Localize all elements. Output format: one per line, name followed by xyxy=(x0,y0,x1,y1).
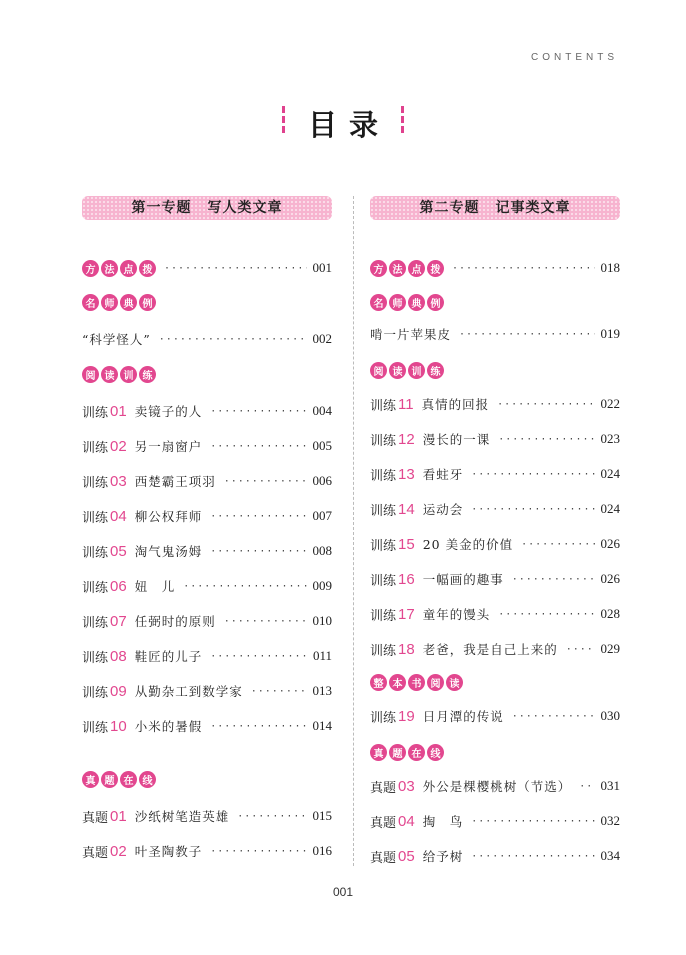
leader-dots xyxy=(237,811,306,822)
entry-page: 004 xyxy=(312,403,332,418)
entry-title: “科学怪人” xyxy=(82,332,151,347)
exam-badges xyxy=(370,744,444,761)
entry-prefix: 训练 xyxy=(370,710,397,726)
leader-dots xyxy=(210,651,307,662)
entry-page: 006 xyxy=(312,473,332,488)
method-badges xyxy=(370,260,444,277)
entry-page: 034 xyxy=(600,848,620,863)
entry-number: 05 xyxy=(398,847,415,865)
entry-number: 17 xyxy=(398,605,415,623)
entry-number: 04 xyxy=(110,507,127,525)
entry-prefix: 训练 xyxy=(370,468,397,484)
entry-number: 02 xyxy=(110,842,127,860)
leader-dots xyxy=(512,574,595,585)
example-badge: 名 xyxy=(370,294,387,311)
entry-title: 童年的馒头 xyxy=(422,607,491,622)
page-title: 目录 xyxy=(282,103,404,144)
entry-page: 026 xyxy=(600,571,620,586)
exam-badge: 真 xyxy=(370,744,387,761)
exam-badge: 真 xyxy=(82,771,99,788)
entry-number: 14 xyxy=(398,500,415,518)
entry-prefix: 训练 xyxy=(370,503,397,519)
entry-prefix: 训练 xyxy=(82,580,109,596)
leader-dots xyxy=(210,406,306,417)
entry-number: 03 xyxy=(398,777,415,795)
entry-page: 026 xyxy=(600,536,620,551)
entry-page: 028 xyxy=(600,606,620,621)
leader-dots xyxy=(521,539,594,550)
entry-page: 030 xyxy=(600,708,620,723)
leader-dots xyxy=(164,263,307,274)
entry-number: 03 xyxy=(110,472,127,490)
entry-prefix: 训练 xyxy=(82,615,109,631)
entry-title: 卖镜子的人 xyxy=(134,404,203,419)
entry-title: 给予树 xyxy=(422,849,464,864)
reading-badge: 练 xyxy=(139,366,156,383)
entry-title: 淘气鬼汤姆 xyxy=(134,544,203,559)
entry-page: 013 xyxy=(312,683,332,698)
training-entry[interactable] xyxy=(82,576,332,596)
entry-title: 另一扇窗户 xyxy=(134,439,203,454)
topic-name: 写人类文章 xyxy=(207,200,283,216)
leader-dots xyxy=(183,581,306,592)
entry-prefix: 训练 xyxy=(82,650,109,666)
entry-title: 鞋匠的儿子 xyxy=(134,649,203,664)
entry-title: 任弼时的原则 xyxy=(134,614,216,629)
book-badge: 整 xyxy=(370,674,387,691)
title-wrap xyxy=(0,103,686,144)
book-badge: 阅 xyxy=(427,674,444,691)
exam-badge: 题 xyxy=(389,744,406,761)
reading-badge: 训 xyxy=(120,366,137,383)
training-entry[interactable] xyxy=(82,471,332,491)
training-entry[interactable] xyxy=(82,646,332,666)
column-divider xyxy=(353,196,354,866)
entry-prefix: 训练 xyxy=(82,475,109,491)
example-badge: 师 xyxy=(389,294,406,311)
training-entry[interactable] xyxy=(82,716,332,736)
training-entry[interactable] xyxy=(370,464,620,484)
entry-number: 04 xyxy=(398,812,415,830)
entry-number: 19 xyxy=(398,707,415,725)
method-badge: 拨 xyxy=(139,260,156,277)
method-badges xyxy=(82,260,156,277)
entry-number: 02 xyxy=(110,437,127,455)
leader-dots xyxy=(459,329,594,340)
entry-page: 015 xyxy=(312,808,332,823)
leader-dots xyxy=(210,511,306,522)
example-badge: 例 xyxy=(427,294,444,311)
exam-badge: 题 xyxy=(101,771,118,788)
entry-title: 老爸，我是自己上来的 xyxy=(422,642,558,657)
leader-dots xyxy=(471,816,594,827)
book-entry[interactable] xyxy=(370,706,620,726)
example-badge: 典 xyxy=(120,294,137,311)
training-entry[interactable] xyxy=(370,639,620,659)
entry-page: 002 xyxy=(312,331,332,346)
example-badge: 师 xyxy=(101,294,118,311)
entry-number: 15 xyxy=(398,535,415,553)
entry-title: 掏 鸟 xyxy=(422,814,464,829)
entry-prefix: 训练 xyxy=(82,405,109,421)
leader-dots xyxy=(471,504,594,515)
example-entry[interactable] xyxy=(82,329,332,349)
example-entry[interactable] xyxy=(370,324,620,344)
entry-number: 18 xyxy=(398,640,415,658)
entry-number: 16 xyxy=(398,570,415,588)
method-badge: 法 xyxy=(101,260,118,277)
topic-header xyxy=(82,196,332,220)
entry-title: 从勤杂工到数学家 xyxy=(134,684,243,699)
entry-title: 妞 儿 xyxy=(134,579,176,594)
page-number: 001 xyxy=(332,885,354,899)
entry-prefix: 训练 xyxy=(370,538,397,554)
entry-title: 20 美金的价值 xyxy=(422,537,514,552)
entry-title: 啃一片苹果皮 xyxy=(370,327,452,342)
book-badge: 本 xyxy=(389,674,406,691)
exam-entry[interactable] xyxy=(82,841,332,861)
entry-prefix: 训练 xyxy=(82,440,109,456)
leader-dots xyxy=(471,851,594,862)
method-entry[interactable] xyxy=(82,258,332,278)
training-entry[interactable] xyxy=(82,506,332,526)
entry-page: 001 xyxy=(312,260,332,275)
entry-title: 日月潭的传说 xyxy=(422,709,504,724)
leader-dots xyxy=(512,711,595,722)
example-badge: 例 xyxy=(139,294,156,311)
exam-badge: 线 xyxy=(427,744,444,761)
entry-title: 沙纸树笔造英雄 xyxy=(134,809,230,824)
training-entry[interactable] xyxy=(82,436,332,456)
entry-prefix: 训练 xyxy=(82,510,109,526)
leader-dots xyxy=(159,334,307,345)
entry-number: 05 xyxy=(110,542,127,560)
entry-number: 11 xyxy=(398,395,414,413)
training-entry[interactable] xyxy=(370,604,620,624)
entry-title: 小米的暑假 xyxy=(134,719,203,734)
leader-dots xyxy=(224,616,307,627)
entry-page: 011 xyxy=(312,648,332,663)
reading-badge: 训 xyxy=(408,362,425,379)
entry-page: 024 xyxy=(600,466,620,481)
leader-dots xyxy=(210,441,306,452)
entry-page: 014 xyxy=(312,718,332,733)
entry-page: 023 xyxy=(600,431,620,446)
entry-title: 一幅画的趣事 xyxy=(422,572,504,587)
topic-number: 第二专题 xyxy=(419,200,480,216)
book-badge: 读 xyxy=(446,674,463,691)
entry-number: 13 xyxy=(398,465,415,483)
entry-page: 008 xyxy=(312,543,332,558)
leader-dots xyxy=(498,609,594,620)
exam-badge: 线 xyxy=(139,771,156,788)
entry-prefix: 训练 xyxy=(370,608,397,624)
entry-prefix: 训练 xyxy=(370,398,397,414)
entry-page: 024 xyxy=(600,501,620,516)
reading-badges xyxy=(370,362,444,379)
entry-prefix: 训练 xyxy=(370,573,397,589)
leader-dots xyxy=(497,399,594,410)
right-column xyxy=(370,196,620,866)
entry-title: 真情的回报 xyxy=(421,397,490,412)
training-entry[interactable] xyxy=(370,394,620,414)
entry-page: 007 xyxy=(312,508,332,523)
entry-prefix: 真题 xyxy=(370,815,397,831)
exam-entry[interactable] xyxy=(370,776,620,796)
entry-number: 09 xyxy=(110,682,127,700)
exam-badge: 在 xyxy=(408,744,425,761)
reading-badge: 读 xyxy=(389,362,406,379)
reading-badge: 读 xyxy=(101,366,118,383)
exam-entry[interactable] xyxy=(370,846,620,866)
exam-entry[interactable] xyxy=(370,811,620,831)
entry-prefix: 训练 xyxy=(82,685,109,701)
exam-badge: 在 xyxy=(120,771,137,788)
reading-badge: 练 xyxy=(427,362,444,379)
leader-dots xyxy=(471,469,594,480)
reading-badges xyxy=(82,366,156,383)
entry-title: 柳公权拜师 xyxy=(134,509,203,524)
entry-title: 外公是棵樱桃树（节选） xyxy=(422,779,572,794)
method-badge: 点 xyxy=(408,260,425,277)
entry-title: 叶圣陶教子 xyxy=(134,844,203,859)
entry-title: 漫长的一课 xyxy=(422,432,491,447)
training-entry[interactable] xyxy=(82,611,332,631)
method-badge: 方 xyxy=(370,260,387,277)
training-entry[interactable] xyxy=(370,569,620,589)
training-entry[interactable] xyxy=(82,541,332,561)
training-entry[interactable] xyxy=(370,499,620,519)
example-badge: 典 xyxy=(408,294,425,311)
entry-prefix: 训练 xyxy=(82,545,109,561)
training-entry[interactable] xyxy=(370,429,620,449)
exam-entry[interactable] xyxy=(82,806,332,826)
method-badge: 拨 xyxy=(427,260,444,277)
training-entry[interactable] xyxy=(82,681,332,701)
entry-page: 005 xyxy=(312,438,332,453)
entry-prefix: 真题 xyxy=(82,810,109,826)
entry-prefix: 训练 xyxy=(370,433,397,449)
entry-number: 08 xyxy=(110,647,127,665)
leader-dots xyxy=(210,721,306,732)
leader-dots xyxy=(210,546,306,557)
example-badges xyxy=(370,294,444,311)
method-badge: 法 xyxy=(389,260,406,277)
entry-number: 12 xyxy=(398,430,415,448)
entry-page: 032 xyxy=(600,813,620,828)
entry-number: 01 xyxy=(110,807,127,825)
entry-page: 019 xyxy=(600,326,620,341)
method-badge: 方 xyxy=(82,260,99,277)
method-badge: 点 xyxy=(120,260,137,277)
entry-number: 10 xyxy=(110,717,127,735)
leader-dots xyxy=(452,263,595,274)
leader-dots xyxy=(210,846,306,857)
example-badge: 名 xyxy=(82,294,99,311)
entry-number: 06 xyxy=(110,577,127,595)
training-entry[interactable] xyxy=(370,534,620,554)
entry-page: 009 xyxy=(312,578,332,593)
example-badges xyxy=(82,294,156,311)
topic-header xyxy=(370,196,620,220)
entry-page: 022 xyxy=(600,396,620,411)
left-column xyxy=(82,196,332,861)
entry-prefix: 真题 xyxy=(370,850,397,866)
entry-page: 016 xyxy=(312,843,332,858)
entry-number: 07 xyxy=(110,612,127,630)
entry-page: 018 xyxy=(600,260,620,275)
leader-dots xyxy=(579,781,594,792)
entry-title: 西楚霸王项羽 xyxy=(134,474,216,489)
entry-title: 运动会 xyxy=(422,502,464,517)
leader-dots xyxy=(224,476,307,487)
topic-number: 第一专题 xyxy=(131,200,192,216)
reading-badge: 阅 xyxy=(82,366,99,383)
contents-label: CONTENTS xyxy=(531,52,618,63)
entry-prefix: 训练 xyxy=(82,720,109,736)
leader-dots xyxy=(566,644,595,655)
entry-prefix: 真题 xyxy=(82,845,109,861)
book-badges xyxy=(370,674,463,691)
book-badge: 书 xyxy=(408,674,425,691)
leader-dots xyxy=(251,686,307,697)
exam-badges xyxy=(82,771,156,788)
entry-prefix: 训练 xyxy=(370,643,397,659)
entry-page: 029 xyxy=(600,641,620,656)
topic-name: 记事类文章 xyxy=(495,200,571,216)
entry-page: 031 xyxy=(600,778,620,793)
reading-badge: 阅 xyxy=(370,362,387,379)
training-entry[interactable] xyxy=(82,401,332,421)
method-entry[interactable] xyxy=(370,258,620,278)
entry-page: 010 xyxy=(312,613,332,628)
leader-dots xyxy=(498,434,594,445)
entry-number: 01 xyxy=(110,402,127,420)
entry-prefix: 真题 xyxy=(370,780,397,796)
entry-title: 看蛀牙 xyxy=(422,467,464,482)
